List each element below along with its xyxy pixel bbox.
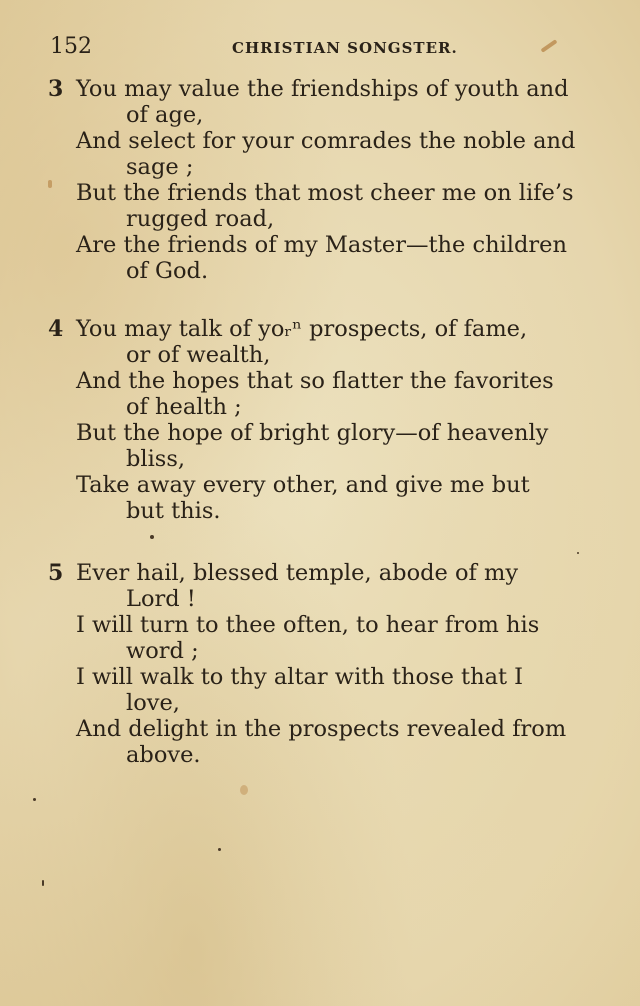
verse-3 xyxy=(48,76,588,284)
page-header xyxy=(40,34,600,64)
paper-speck xyxy=(33,798,36,801)
verse-line: love, xyxy=(126,690,180,716)
paper-speck xyxy=(150,535,154,539)
verse-line: of health ; xyxy=(126,394,242,420)
verse-line: bliss, xyxy=(126,446,186,472)
verse-line: And delight in the prospects revealed from xyxy=(76,716,567,742)
verse-line: But the friends that most cheer me on life’s xyxy=(76,180,574,206)
paper-speck xyxy=(577,552,579,554)
paper-stain xyxy=(240,785,248,795)
paper-stain xyxy=(48,180,52,188)
verse-line: Take away every other, and give me but xyxy=(76,472,530,498)
verse-5 xyxy=(48,560,588,768)
verse-line: but this. xyxy=(126,498,221,524)
verse-line: word ; xyxy=(126,638,199,664)
verse-line: of age, xyxy=(126,102,204,128)
verse-number: 4 xyxy=(48,316,64,342)
verse-line: Ever hail, blessed temple, abode of my xyxy=(76,560,519,586)
verse-line: above. xyxy=(126,742,201,768)
page-number: 152 xyxy=(50,34,92,59)
verse-line: Lord ! xyxy=(126,586,196,612)
paper-speck xyxy=(218,848,221,851)
verse-line: But the hope of bright glory—of heavenly xyxy=(76,420,549,446)
verse-line: rugged road, xyxy=(126,206,275,232)
verse-line: I will turn to thee often, to hear from his xyxy=(76,612,540,638)
paper-speck xyxy=(42,880,44,886)
verse-line: Are the friends of my Master—the children xyxy=(76,232,567,258)
verse-line: of God. xyxy=(126,258,209,284)
running-head: CHRISTIAN SONGSTER. xyxy=(232,39,458,57)
verse-line: And the hopes that so flatter the favorites xyxy=(76,368,554,394)
verse-4 xyxy=(48,316,588,524)
verse-line: You may value the friendships of youth and xyxy=(76,76,569,102)
verse-line: sage ; xyxy=(126,154,194,180)
verse-line: or of wealth, xyxy=(126,342,271,368)
verse-line: You may talk of yoᵣⁿ prospects, of fame, xyxy=(76,316,528,342)
verse-line: And select for your comrades the noble and xyxy=(76,128,576,154)
verse-line: I will walk to thy altar with those that I xyxy=(76,664,524,690)
verse-number: 3 xyxy=(48,76,64,102)
verse-number: 5 xyxy=(48,560,64,586)
